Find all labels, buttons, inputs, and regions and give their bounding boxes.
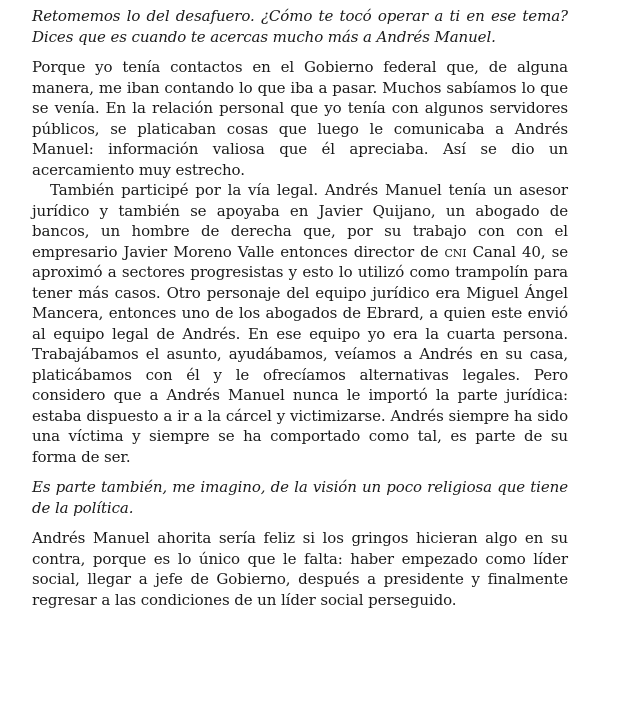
paragraph-gap [32, 47, 568, 57]
answer-1-paragraph-1: Porque yo tenía contactos en el Gobierno federal que, de alguna manera, me iban contando lo que iba a pasar. Muchos sabíamos lo que se venía. En la relación personal que yo tenía con algunos servidores públicos, se platicaban cosas que luego le comunicaba a Andrés Manuel: información valiosa que él apreciaba. Así se dio un acercamiento muy estrecho. [32, 58, 568, 179]
clipped-previous-line [32, 0, 568, 6]
question-2: Es parte también, me imagino, de la visión un poco religiosa que tiene de la política. [32, 478, 568, 517]
paragraph-gap [32, 467, 568, 477]
answer-1-paragraph-2-part-b: Canal 40, se aproximó a sectores progresistas y esto lo utilizó como trampolín para tener más casos. Otro personaje del equipo jurídico era Miguel Ángel Mancera, entonces uno de los abogados de Ebrard, a quien este envió al equipo legal de Andrés. En ese equipo yo era la cuarta persona. Trabajábamos el asunto, ayudábamos, veíamos a Andrés en su casa, platicábamos con él y le ofrecíamos alternativas legales. Pero considero que a Andrés Manuel nunca le importó la parte jurídica: estaba dispuesto a ir a la cárcel y victimizarse. Andrés siempre ha sido una víctima y siempre se ha comportado como tal, es parte de su forma de ser. [32, 242, 568, 466]
document-page [32, 0, 568, 610]
answer-1-paragraph-2 [32, 180, 568, 467]
question-1: Retomemos lo del desafuero. ¿Cómo te tocó operar a ti en ese tema? Dices que es cuando te acercas mucho más a Andrés Manuel. [32, 7, 568, 46]
clipped-text [32, 0, 37, 6]
cni-acronym: cni [444, 242, 467, 261]
answer-1-paragraph-2-part-a: También participé por la vía legal. Andrés Manuel tenía un asesor jurídico y también se apoyaba en Javier Quijano, un abogado de bancos, un hombre de derecha que, por su trabajo con con el empresario Javier Moreno Valle entonces director de [32, 181, 568, 261]
answer-2: Andrés Manuel ahorita sería feliz si los gringos hicieran algo en su contra, porque es lo único que le falta: haber empezado como líder social, llegar a jefe de Gobierno, después a presidente y finalmente regresar a las condiciones de un líder social perseguido. [32, 529, 568, 609]
paragraph-gap [32, 518, 568, 528]
